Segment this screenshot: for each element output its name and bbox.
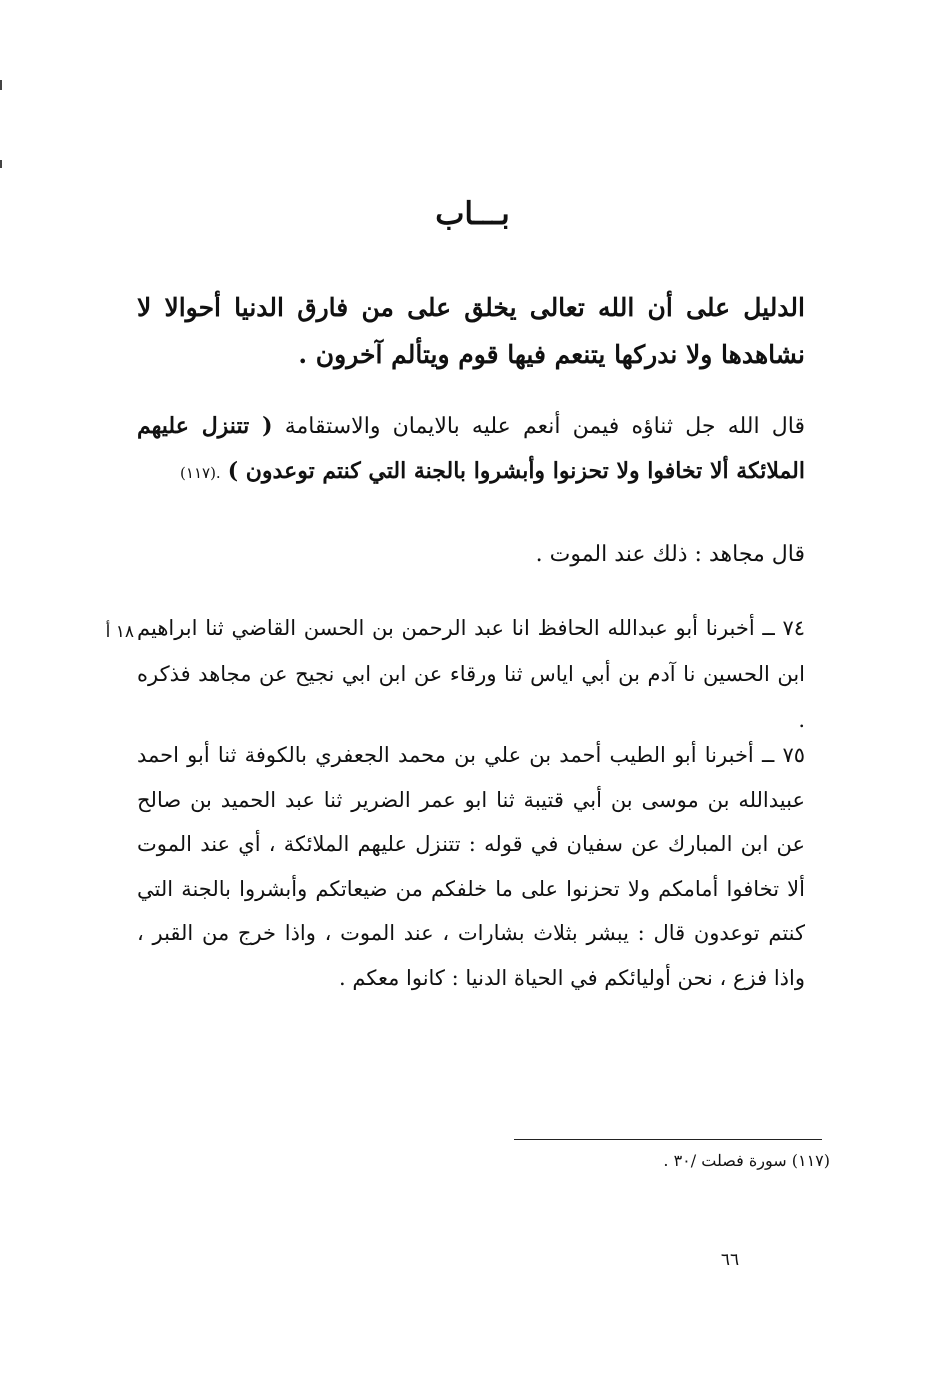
footnote-divider <box>514 1139 822 1140</box>
scan-edge-mark <box>0 160 2 168</box>
footnote-text: (١١٧) سورة فصلت /٣٠ . <box>663 1151 830 1170</box>
footnote-reference: .(١١٧) <box>180 464 221 482</box>
scan-edge-mark <box>0 80 2 90</box>
hadith-75-paragraph: ٧٥ ــ أخبرنا أبو الطيب أحمد بن علي بن محمد الجعفري بالكوفة ثنا أبو احمد عبيدالله بن موسى بن أبي قتيبة ثنا ابو عمر الضرير ثنا عبد الحميد بن صالح عن ابن المبارك عن سفيان في قوله : تتنزل عليهم الملائكة ، أي عند الموت ألا تخافوا أمامكم ولا تحزنوا على ما خلفكم من ضيعاتكم وأبشروا بالجنة التي كنتم توعدون قال : يبشر بثلاث بشارات ، عند الموت ، واذا خرج من القبر ، واذا فزع ، نحن أوليائكم في الحياة الدنيا : كانوا معكم . <box>137 743 805 990</box>
quote-verse: ( تتنزل عليهم الملائكة ألا تخافوا ولا تحزنوا وأبشروا بالجنة التي كنتم توعدون ) <box>137 413 805 484</box>
section-heading: بـــاب <box>435 196 510 232</box>
page-number: ٦٦ <box>720 1250 740 1270</box>
mujahid-paragraph: قال مجاهد : ذلك عند الموت . <box>535 542 805 567</box>
quran-quote-paragraph <box>137 404 805 495</box>
margin-folio-note: ١٨ أ <box>105 622 134 642</box>
hadith-74-paragraph: ٧٤ ــ أخبرنا أبو عبدالله الحافظ انا عبد الرحمن بن الحسن القاضي ثنا ابراهيم ابن الحسين نا آدم بن أبي اياس ثنا ورقاء عن ابن ابي نجيح عن مجاهد فذكره . <box>137 616 805 732</box>
quote-intro: قال الله جل ثناؤه فيمن أنعم عليه بالايمان والاستقامة <box>284 414 805 439</box>
chapter-title: الدليل على أن الله تعالى يخلق على من فارق الدنيا أحوالا لا نشاهدها ولا ندركها يتنعم فيها قوم ويتألم آخرون . <box>137 293 805 369</box>
